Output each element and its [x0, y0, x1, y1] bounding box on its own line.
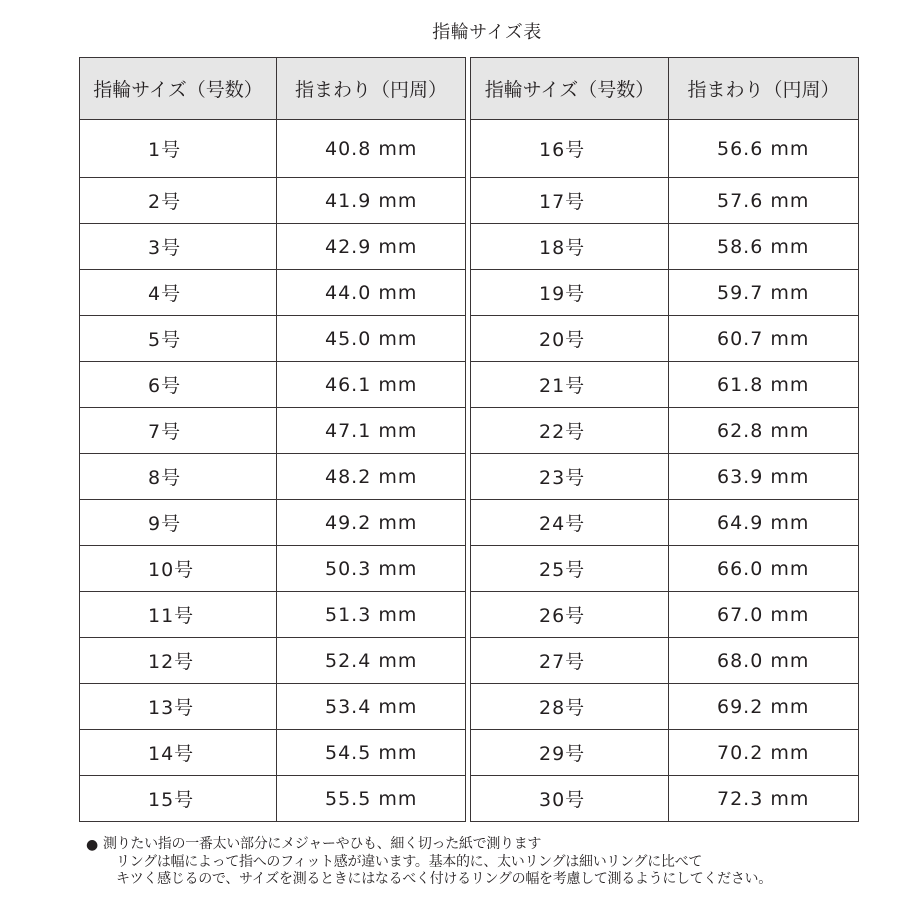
ring-size-cell: 3号	[80, 224, 277, 270]
circumference-cell: 72.3 mm	[669, 776, 859, 822]
table-row	[80, 224, 466, 270]
ring-size-cell: 23号	[471, 454, 669, 500]
ring-size-cell: 5号	[80, 316, 277, 362]
header-circumference: 指まわり（円周）	[669, 58, 859, 120]
ring-size-cell: 19号	[471, 270, 669, 316]
ring-size-cell: 16号	[471, 120, 669, 178]
ring-size-cell: 26号	[471, 592, 669, 638]
circumference-cell: 60.7 mm	[669, 316, 859, 362]
header-ring-size: 指輪サイズ（号数）	[471, 58, 669, 120]
header-circumference: 指まわり（円周）	[277, 58, 466, 120]
table-row	[471, 776, 859, 822]
circumference-cell: 64.9 mm	[669, 500, 859, 546]
table-row	[80, 362, 466, 408]
table-row	[471, 500, 859, 546]
circumference-cell: 49.2 mm	[277, 500, 466, 546]
circumference-cell: 62.8 mm	[669, 408, 859, 454]
circumference-cell: 57.6 mm	[669, 178, 859, 224]
ring-size-cell: 28号	[471, 684, 669, 730]
ring-size-cell: 6号	[80, 362, 277, 408]
circumference-cell: 69.2 mm	[669, 684, 859, 730]
ring-size-cell: 14号	[80, 730, 277, 776]
ring-size-cell: 4号	[80, 270, 277, 316]
ring-size-cell: 30号	[471, 776, 669, 822]
ring-size-cell: 11号	[80, 592, 277, 638]
table-header-row	[471, 58, 859, 120]
ring-size-cell: 18号	[471, 224, 669, 270]
table-row	[80, 638, 466, 684]
circumference-cell: 59.7 mm	[669, 270, 859, 316]
table-row	[80, 178, 466, 224]
table-row	[80, 500, 466, 546]
table-row	[80, 776, 466, 822]
note-line-3: キツく感じるので、サイズを測るときにはなるべく付けるリングの幅を考慮して測るようにしてください。	[116, 871, 772, 887]
table-row	[471, 120, 859, 178]
table-row	[80, 120, 466, 178]
page-title: 指輪サイズ表	[432, 22, 542, 43]
ring-size-cell: 21号	[471, 362, 669, 408]
circumference-cell: 51.3 mm	[277, 592, 466, 638]
ring-size-cell: 10号	[80, 546, 277, 592]
table-row	[471, 224, 859, 270]
bullet-icon: ●	[86, 837, 98, 853]
table-row	[80, 454, 466, 500]
circumference-cell: 56.6 mm	[669, 120, 859, 178]
circumference-cell: 61.8 mm	[669, 362, 859, 408]
circumference-cell: 45.0 mm	[277, 316, 466, 362]
ring-size-cell: 1号	[80, 120, 277, 178]
table-row	[80, 270, 466, 316]
table-row	[471, 178, 859, 224]
table-row	[80, 592, 466, 638]
ring-size-cell: 20号	[471, 316, 669, 362]
note-line-1: 測りたい指の一番太い部分にメジャーやひも、細く切った紙で測ります	[103, 836, 542, 852]
circumference-cell: 52.4 mm	[277, 638, 466, 684]
ring-size-cell: 22号	[471, 408, 669, 454]
circumference-cell: 44.0 mm	[277, 270, 466, 316]
ring-size-cell: 7号	[80, 408, 277, 454]
circumference-cell: 53.4 mm	[277, 684, 466, 730]
table-row	[80, 316, 466, 362]
ring-size-table-right	[470, 57, 859, 822]
ring-size-cell: 29号	[471, 730, 669, 776]
table-row	[471, 730, 859, 776]
circumference-cell: 41.9 mm	[277, 178, 466, 224]
table-row	[471, 270, 859, 316]
measurement-notes	[86, 836, 772, 889]
circumference-cell: 68.0 mm	[669, 638, 859, 684]
table-row	[80, 730, 466, 776]
table-header-row	[80, 58, 466, 120]
table-row	[471, 408, 859, 454]
table-row	[471, 684, 859, 730]
circumference-cell: 48.2 mm	[277, 454, 466, 500]
ring-size-cell: 2号	[80, 178, 277, 224]
table-row	[471, 316, 859, 362]
table-row	[471, 546, 859, 592]
circumference-cell: 63.9 mm	[669, 454, 859, 500]
ring-size-cell: 25号	[471, 546, 669, 592]
circumference-cell: 47.1 mm	[277, 408, 466, 454]
ring-size-cell: 12号	[80, 638, 277, 684]
ring-size-cell: 8号	[80, 454, 277, 500]
table-row	[471, 362, 859, 408]
circumference-cell: 66.0 mm	[669, 546, 859, 592]
table-row	[80, 684, 466, 730]
table-row	[80, 408, 466, 454]
table-row	[471, 454, 859, 500]
note-line-2: リングは幅によって指へのフィット感が違います。基本的に、太いリングは細いリングに比べて	[116, 853, 703, 870]
circumference-cell: 54.5 mm	[277, 730, 466, 776]
ring-size-cell: 13号	[80, 684, 277, 730]
circumference-cell: 40.8 mm	[277, 120, 466, 178]
ring-size-cell: 24号	[471, 500, 669, 546]
table-row	[80, 546, 466, 592]
table-row	[471, 638, 859, 684]
circumference-cell: 46.1 mm	[277, 362, 466, 408]
circumference-cell: 55.5 mm	[277, 776, 466, 822]
circumference-cell: 58.6 mm	[669, 224, 859, 270]
header-ring-size: 指輪サイズ（号数）	[80, 58, 277, 120]
circumference-cell: 50.3 mm	[277, 546, 466, 592]
circumference-cell: 42.9 mm	[277, 224, 466, 270]
table-row	[471, 592, 859, 638]
circumference-cell: 70.2 mm	[669, 730, 859, 776]
ring-size-cell: 15号	[80, 776, 277, 822]
ring-size-cell: 27号	[471, 638, 669, 684]
ring-size-cell: 17号	[471, 178, 669, 224]
ring-size-table-left	[79, 57, 466, 822]
ring-size-cell: 9号	[80, 500, 277, 546]
circumference-cell: 67.0 mm	[669, 592, 859, 638]
